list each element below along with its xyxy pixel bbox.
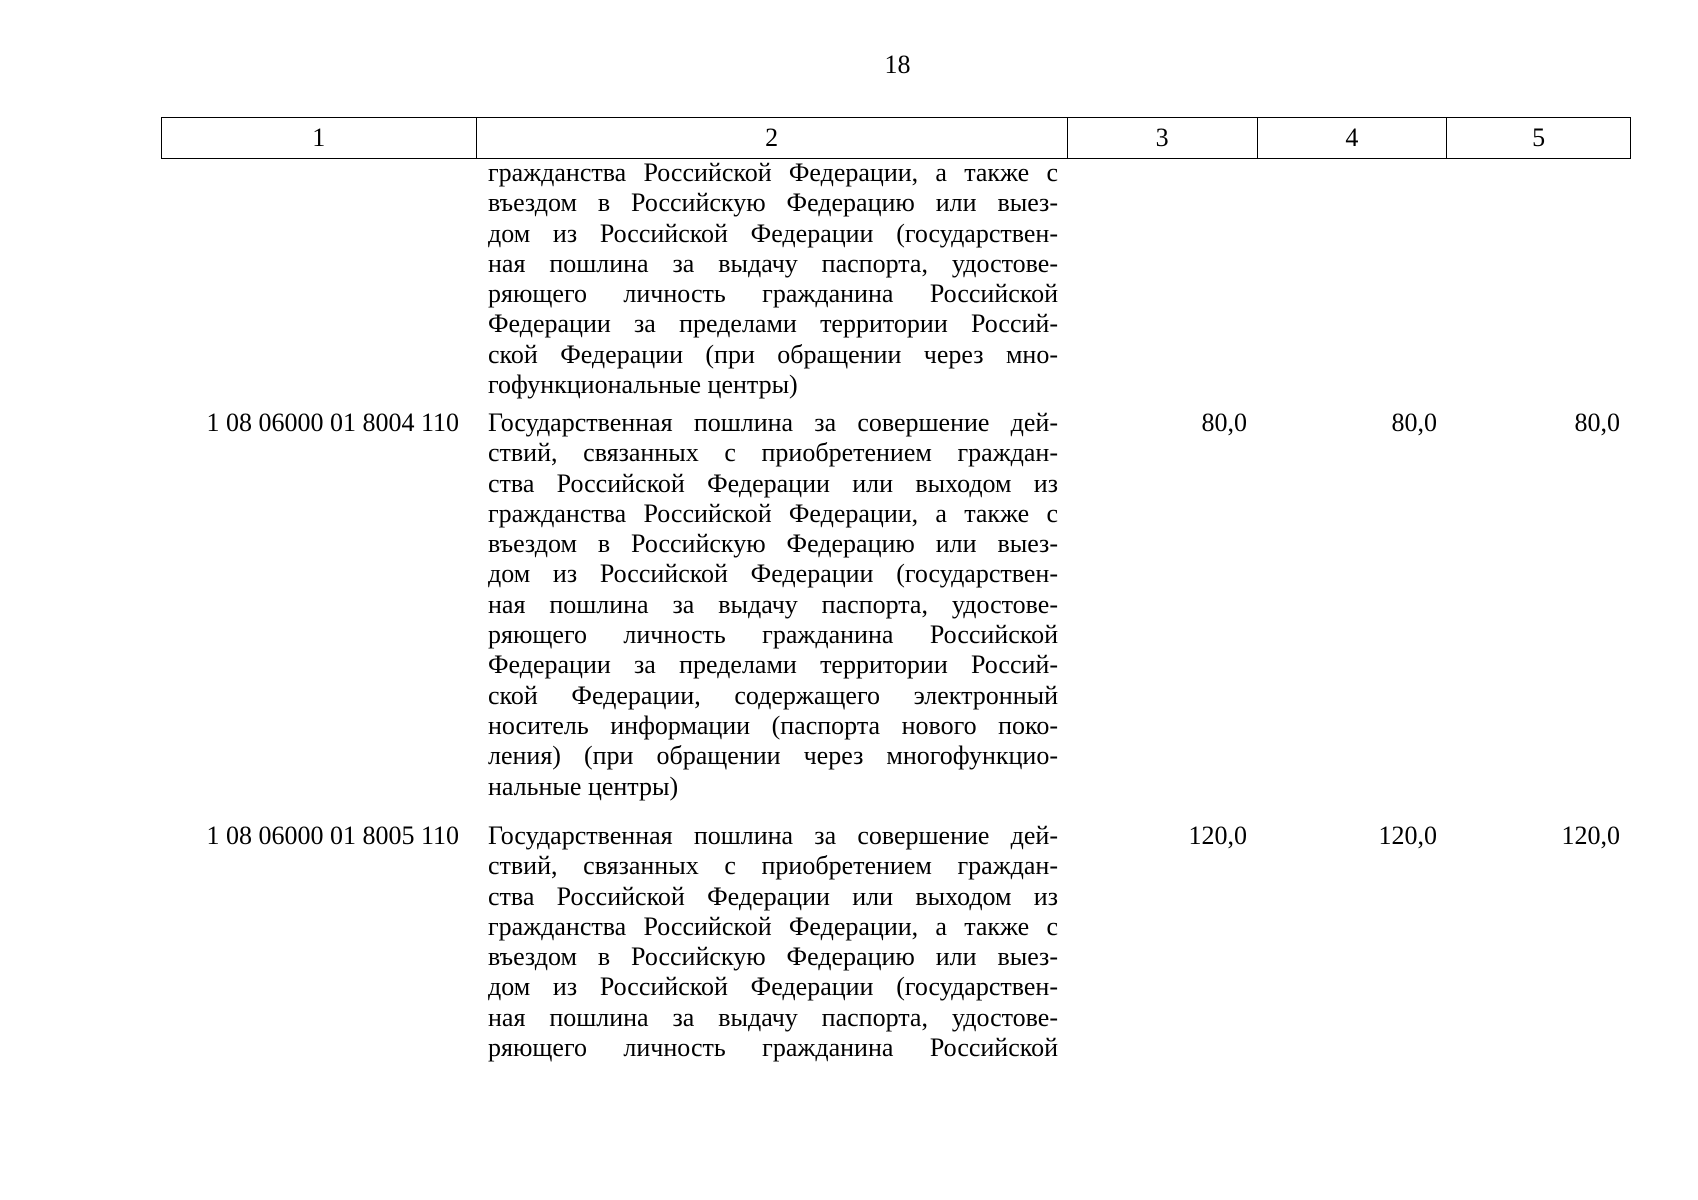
description-line: ства Российской Федерации или выходом из bbox=[488, 468, 1058, 498]
table-header-row bbox=[161, 117, 1631, 159]
description-line: ствий, связанных с приобретением граждан- bbox=[488, 851, 1058, 881]
row-code: 1 08 06000 01 8005 110 bbox=[206, 821, 459, 850]
description-line: ряющего личность гражданина Российской bbox=[488, 620, 1058, 650]
description-line: дом из Российской Федерации (государствен- bbox=[488, 559, 1058, 589]
description-line: ления) (при обращении через многофункцио- bbox=[488, 741, 1058, 771]
description-line: ствий, связанных с приобретением граждан- bbox=[488, 438, 1058, 468]
description-line: ской Федерации, содержащего электронный bbox=[488, 680, 1058, 710]
description-line: Федерации за пределами территории Россий- bbox=[488, 309, 1058, 339]
header-col-4: 4 bbox=[1258, 118, 1448, 158]
description-line: Федерации за пределами территории Россий- bbox=[488, 650, 1058, 680]
description-line: ная пошлина за выдачу паспорта, удостове- bbox=[488, 248, 1058, 278]
description-line: Государственная пошлина за совершение дей- bbox=[488, 408, 1058, 437]
description-line: гражданства Российской Федерации, а также с bbox=[488, 498, 1058, 528]
description-line: нальные центры) bbox=[488, 771, 679, 801]
header-col-1: 1 bbox=[162, 118, 477, 158]
description-line: ряющего личность гражданина Российской bbox=[488, 279, 1058, 309]
description-line: гражданства Российской Федерации, а также с bbox=[488, 911, 1058, 941]
row-value-col-4: 120,0 bbox=[1378, 821, 1437, 850]
row-value-col-3: 80,0 bbox=[1201, 408, 1247, 437]
description-line: дом из Российской Федерации (государствен- bbox=[488, 218, 1058, 248]
row-description bbox=[488, 821, 1058, 1063]
description-line: ской Федерации (при обращении через мно- bbox=[488, 339, 1058, 369]
row-value-col-5: 120,0 bbox=[1561, 821, 1620, 850]
description-line: гражданства Российской Федерации, а также с bbox=[488, 158, 1058, 187]
header-col-2: 2 bbox=[477, 118, 1068, 158]
row-value-col-4: 80,0 bbox=[1391, 408, 1437, 437]
description-line: ная пошлина за выдачу паспорта, удостове- bbox=[488, 589, 1058, 619]
description-line: дом из Российской Федерации (государствен- bbox=[488, 972, 1058, 1002]
description-line: гофункциональные центры) bbox=[488, 370, 798, 400]
row-value-col-5: 80,0 bbox=[1574, 408, 1620, 437]
description-line: ряющего личность гражданина Российской bbox=[488, 1033, 1058, 1063]
row-value-col-3: 120,0 bbox=[1188, 821, 1247, 850]
row-description bbox=[488, 408, 1058, 802]
row-description bbox=[488, 158, 1058, 400]
header-col-5: 5 bbox=[1532, 123, 1546, 152]
description-line: ства Российской Федерации или выходом из bbox=[488, 881, 1058, 911]
description-line: ная пошлина за выдачу паспорта, удостове- bbox=[488, 1002, 1058, 1032]
description-line: въездом в Российскую Федерацию или выез- bbox=[488, 188, 1058, 218]
description-line: Государственная пошлина за совершение дей- bbox=[488, 821, 1058, 850]
description-line: въездом в Российскую Федерацию или выез- bbox=[488, 529, 1058, 559]
description-line: въездом в Российскую Федерацию или выез- bbox=[488, 942, 1058, 972]
header-col-3: 3 bbox=[1068, 118, 1258, 158]
description-line: носитель информации (паспорта нового поко- bbox=[488, 710, 1058, 740]
row-code: 1 08 06000 01 8004 110 bbox=[206, 408, 459, 437]
page-number: 18 bbox=[884, 50, 911, 79]
